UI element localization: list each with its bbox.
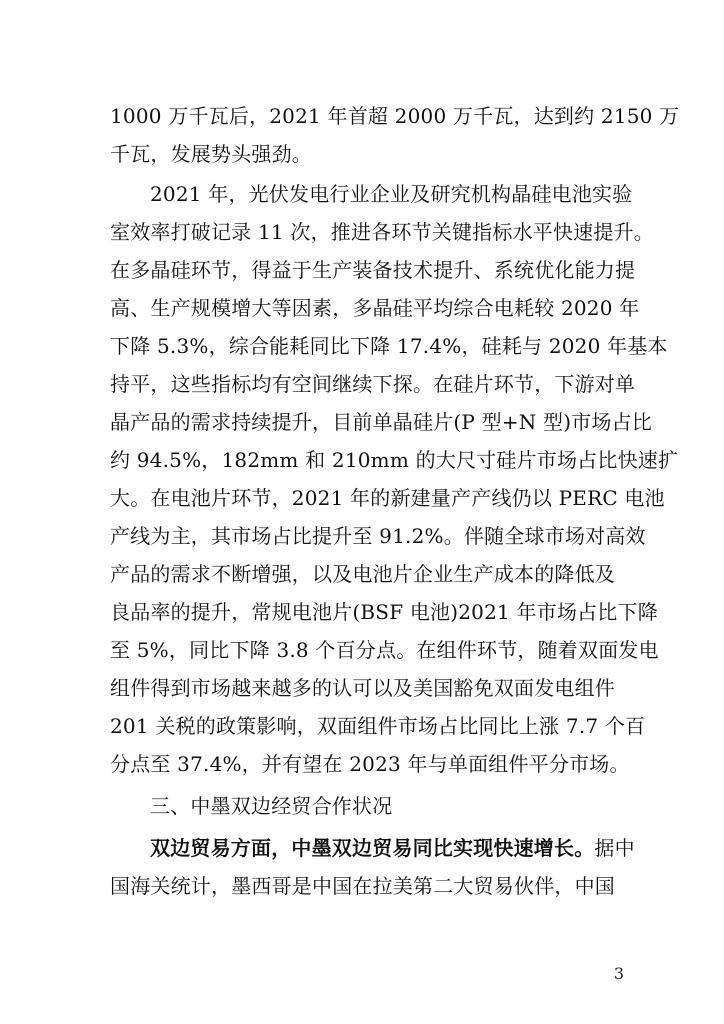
body-text-line: 分点至 37.4%，并有望在 2023 年与单面组件平分市场。 — [110, 752, 630, 776]
body-text-line: 国海关统计，墨西哥是中国在拉美第二大贸易伙伴，中国 — [110, 874, 615, 898]
body-text-line — [150, 830, 724, 866]
body-text-line: 2021 年，光伏发电行业企业及研究机构晶硅电池实验 — [150, 182, 633, 206]
body-text-line: 在多晶硅环节，得益于生产装备技术提升、系统优化能力提 — [110, 258, 636, 282]
body-text-line: 产线为主，其市场占比提升至 91.2%。伴随全球市场对高效 — [110, 524, 646, 548]
body-text-line: 持平，这些指标均有空间继续下探。在硅片环节，下游对单 — [110, 372, 636, 396]
body-text-fragment: 据中 — [594, 836, 635, 860]
body-text-line: 晶产品的需求持续提升，目前单晶硅片(P 型+N 型)市场占比 — [110, 410, 653, 434]
body-text-line: 大。在电池片环节，2021 年的新建量产产线仍以 PERC 电池 — [110, 486, 665, 510]
body-text-line: 良品率的提升，常规电池片(BSF 电池)2021 年市场占比下降 — [110, 600, 658, 624]
section-heading: 三、中墨双边经贸合作状况 — [150, 794, 393, 818]
body-text-line: 千瓦，发展势头强劲。 — [110, 142, 312, 166]
body-text-line: 至 5%，同比下降 3.8 个百分点。在组件环节，随着双面发电 — [110, 638, 659, 662]
body-text-line: 下降 5.3%，综合能耗同比下降 17.4%，硅耗与 2020 年基本 — [110, 334, 668, 358]
body-text-line: 室效率打破记录 11 次，推进各环节关键指标水平快速提升。 — [110, 220, 654, 244]
page-number: 3 — [613, 964, 624, 983]
body-text-line: 201 关税的政策影响，双面组件市场占比同比上涨 7.7 个百 — [110, 714, 646, 738]
body-text-line: 约 94.5%，182mm 和 210mm 的大尺寸硅片市场占比快速扩 — [110, 448, 679, 472]
bold-lead-text: 双边贸易方面，中墨双边贸易同比实现快速增长。 — [150, 836, 595, 860]
body-text-line: 产品的需求不断增强，以及电池片企业生产成本的降低及 — [110, 562, 615, 586]
body-text-line: 高、生产规模增大等因素，多晶硅平均综合电耗较 2020 年 — [110, 296, 640, 320]
body-text-line: 1000 万千瓦后，2021 年首超 2000 万千瓦，达到约 2150 万 — [110, 104, 680, 128]
body-text-line: 组件得到市场越来越多的认可以及美国豁免双面发电组件 — [110, 676, 615, 700]
